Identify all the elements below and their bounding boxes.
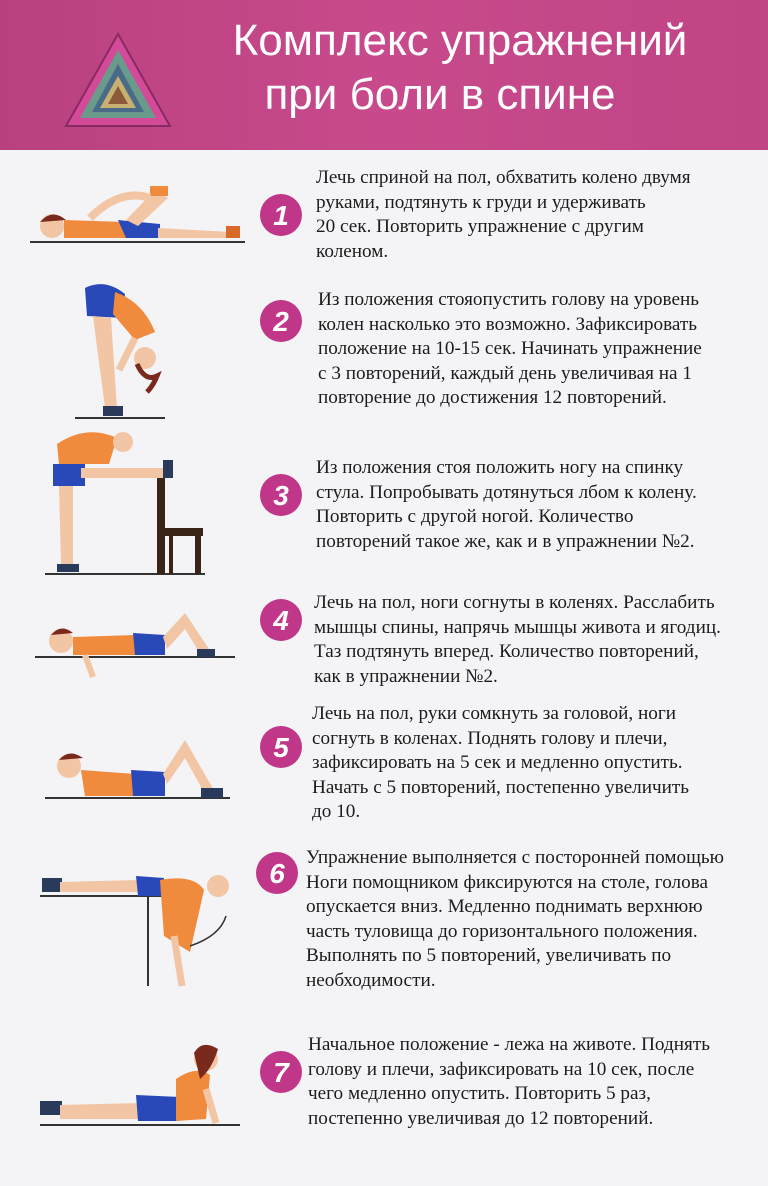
desc-line: Лечь сприной на пол, обхватить колено двумя [316,167,691,188]
number-badge-icon [258,724,304,770]
desc-line: постепенно увеличивая до 12 повторений. [308,1107,654,1129]
svg-text:7: 7 [273,1057,289,1088]
exercise-2 [0,270,768,425]
desc-line: Таз подтянуть вперед. Количество повторений, [314,641,699,663]
exercise-7 [0,1025,768,1155]
number-badge-icon [258,1049,304,1095]
desc-line: Из положения стояопустить голову на уровень [318,289,700,310]
page-title [180,14,740,122]
desc-line: Начальное положение - лежа на животе. Поднять [308,1034,710,1055]
title-line-2: при боли в спине [264,70,616,119]
desc-line: опускается вниз. Медленно поднимать верхнюю [306,896,703,918]
desc-line: Выполнять по 5 повторений, увеличивать по [306,945,672,967]
exercise-2-description [318,288,758,411]
desc-line: 20 сек. Повторить упражнение с другим [316,216,644,238]
desc-line: необходимости. [306,969,436,991]
exercise-figure-icon [45,424,205,584]
desc-line: часть туловища до горизонтального положения. [306,920,698,942]
svg-text:5: 5 [273,732,289,763]
exercise-figure-icon [45,730,230,805]
desc-line: голову и плечи, зафиксировать на 10 сек, после [308,1058,695,1080]
desc-line: стула. Попробывать дотянуться лбом к колену. [316,481,697,503]
desc-line: зафиксировать на 5 сек и медленно опустить. [312,752,683,774]
exercise-1-description [316,166,756,264]
exercise-figure-icon [40,1039,240,1139]
exercise-6-description [306,846,766,994]
desc-line: колен насколько это возможно. Зафиксировать [318,313,698,335]
desc-line: с 3 повторений, каждый день увеличивая на 1 [318,362,692,384]
header-banner [0,0,768,150]
desc-line: как в упражнении №2. [314,665,498,687]
desc-line: чего медленно опустить. Повторить 5 раз, [308,1083,651,1105]
title-line-1: Комплекс упражнений [232,16,688,65]
exercise-4 [0,585,768,695]
desc-line: Повторить с другой ногой. Количество [316,506,634,528]
desc-line: мышцы спины, напрячь мышцы живота и ягодиц. [314,616,721,638]
exercise-1 [0,160,768,280]
desc-line: Ноги помощником фиксируются на столе, голова [306,871,709,893]
desc-line: руками, подтянуть к груди и удерживать [316,191,646,213]
svg-text:1: 1 [273,200,289,231]
exercise-figure-icon [75,278,165,423]
number-badge-icon [258,298,304,344]
triangle-logo-icon [62,30,174,130]
number-badge-icon [258,192,304,238]
svg-text:4: 4 [273,605,289,636]
number-badge-icon [254,850,300,896]
exercise-figure-icon [35,605,235,683]
svg-text:3: 3 [273,480,289,511]
number-badge-icon [258,472,304,518]
desc-line: согнуть в коленах. Поднять голову и плечи, [312,727,668,749]
exercise-figure-icon [30,180,245,250]
exercise-4-description [314,591,764,689]
exercise-6 [0,840,768,1000]
desc-line: до 10. [312,801,361,823]
exercise-5-description [312,702,752,825]
desc-line: Из положения стоя положить ногу на спинку [316,457,684,478]
desc-line: положение на 10-15 сек. Начинать упражнение [318,338,702,360]
desc-line: Упражнение выполняется с посторонней помощью [306,847,724,868]
exercise-3 [0,420,768,585]
desc-line: Лечь на пол, руки сомкнуть за головой, ноги [312,703,676,724]
desc-line: Лечь на пол, ноги согнуты в коленях. Расслабить [314,592,715,613]
exercise-5 [0,700,768,830]
exercise-7-description [308,1033,758,1131]
exercise-3-description [316,456,756,554]
number-badge-icon [258,597,304,643]
svg-text:6: 6 [269,858,285,889]
desc-line: коленом. [316,240,389,262]
svg-text:2: 2 [273,306,289,337]
desc-line: повторение до достижения 12 повторений. [318,387,667,409]
exercise-figure-icon [40,856,235,996]
desc-line: повторений такое же, как и в упражнении №2. [316,530,695,552]
desc-line: Начать с 5 повторений, постепенно увеличить [312,776,690,798]
